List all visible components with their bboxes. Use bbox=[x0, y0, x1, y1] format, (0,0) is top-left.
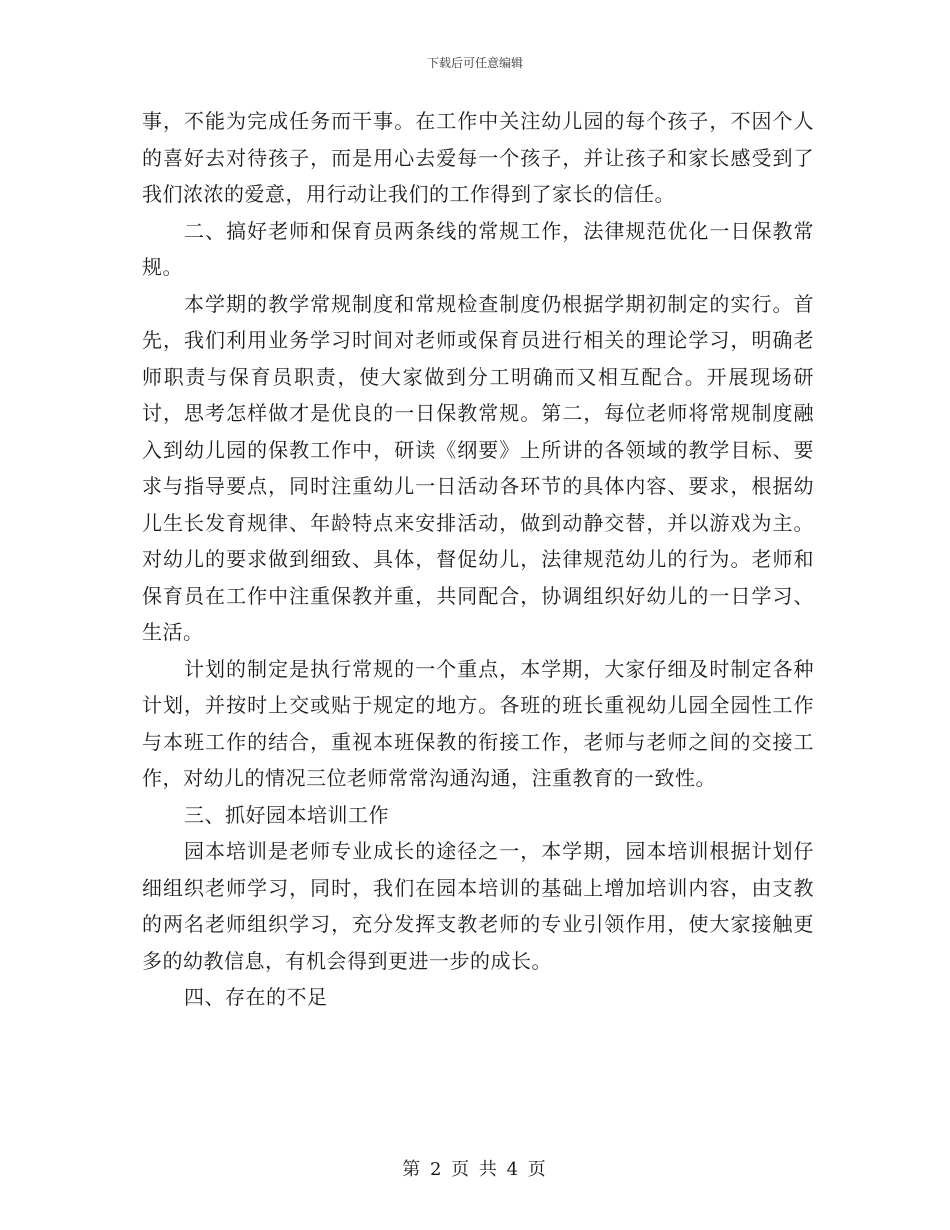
paragraph: 计划的制定是执行常规的一个重点，本学期，大家仔细及时制定各种计划，并按时上交或贴于规定的地方。各班的班长重视幼儿园全园性工作与本班工作的结合，重视本班保教的衔接工作，老师与老师之间的交接工作，对幼儿的情况三位老师常常沟通沟通，注重教育的一致性。 bbox=[142, 656, 814, 790]
section-heading: 四、存在的不足 bbox=[184, 985, 328, 1009]
page-footer: 第 2 页 共 4 页 bbox=[402, 1159, 548, 1180]
page-header: 下载后可任意编辑 bbox=[426, 56, 523, 70]
paragraph: 园本培训是老师专业成长的途径之一，本学期，园本培训根据计划仔细组织老师学习，同时，我们在园本培训的基础上增加培训内容，由支教的两名老师组织学习，充分发挥支教老师的专业引领作用，使大家接触更多的幼教信息，有机会得到更进一步的成长。 bbox=[142, 839, 814, 973]
body-text bbox=[142, 103, 814, 1016]
section-heading: 三、抓好园本培训工作 bbox=[184, 802, 389, 827]
paragraph: 事，不能为完成任务而干事。在工作中关注幼儿园的每个孩子，不因个人的喜好去对待孩子，而是用心去爱每一个孩子，并让孩子和家长感受到了我们浓浓的爱意，用行动让我们的工作得到了家长的信任。 bbox=[142, 109, 814, 206]
paragraph: 本学期的教学常规制度和常规检查制度仍根据学期初制定的实行。首先，我们利用业务学习时间对老师或保育员进行相关的理论学习，明确老师职责与保育员职责，使大家做到分工明确而又相互配合。开展现场研讨，思考怎样做才是优良的一日保教常规。第二，每位老师将常规制度融入到幼儿园的保教工作中，研读《纲要》上所讲的各领域的教学目标、要求与指导要点，同时注重幼儿一日活动各环节的具体内容、要求，根据幼儿生长发育规律、年龄特点来安排活动，做到动静交替，并以游戏为主。对幼儿的要求做到细致、具体，督促幼儿，法律规范幼儿的行为。老师和保育员在工作中注重保教并重，共同配合，协调组织好幼儿的一日学习、生活。 bbox=[142, 291, 814, 644]
section-heading: 二、搞好老师和保育员两条线的常规工作，法律规范优化一日保教常规。 bbox=[142, 218, 814, 279]
